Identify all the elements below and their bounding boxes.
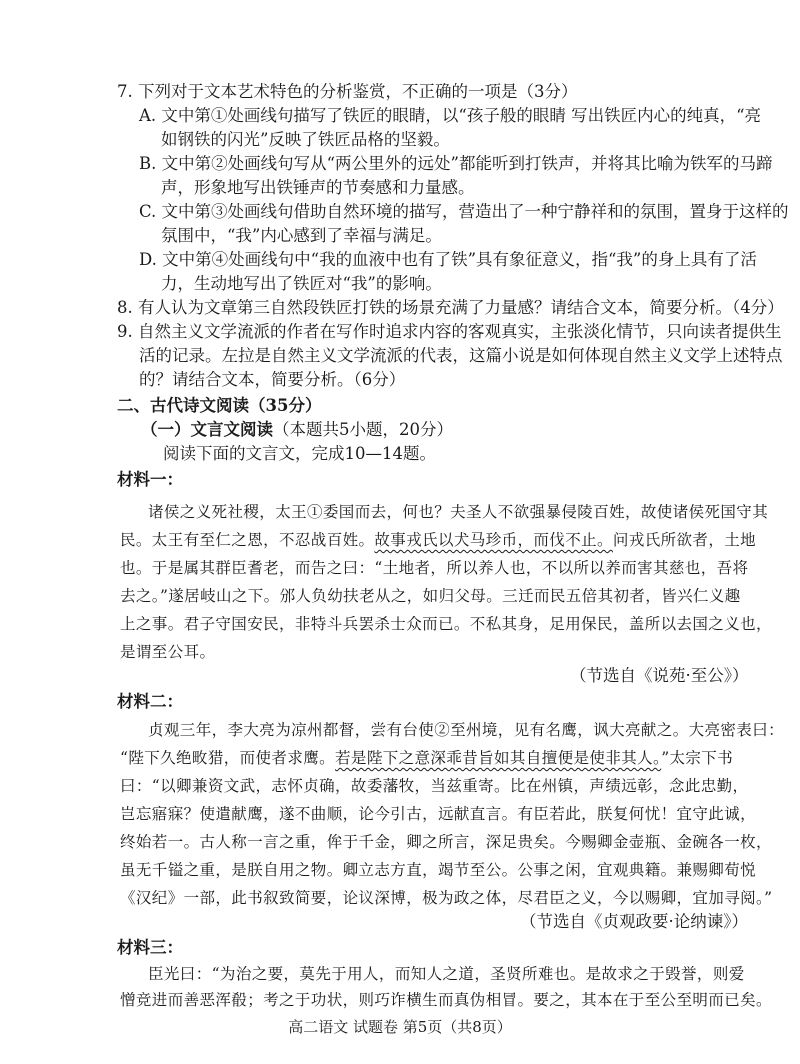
material-1-line: 上之事。君子守国安民，非特斗兵罢杀士众而已。不私其身，足用保民，盖所以去国之义也， [120, 615, 772, 633]
reading-instruction: 阅读下面的文言文，完成10—14题。 [163, 444, 436, 463]
material-3-line: 憎竞进而善恶浑殽；考之于功状，则巧诈横生而真伪相冒。要之，其本在于至公至明而已矣。 [120, 991, 772, 1009]
material-3-label: 材料三： [117, 938, 183, 957]
material-2-label: 材料二： [117, 692, 183, 711]
material-1-line: 诸侯之义死社稷，太王①委国而去，何也？夫圣人不欲强暴侵陵百姓，故使诸侯死国守其 [148, 503, 769, 521]
material-2-line: 《汉纪》一部，此书叙致简要，论议深博，极为政之体，尽君臣之义，今以赐卿，宜加寻阅。” [120, 889, 773, 907]
q7-stem: 7. 下列对于文本艺术特色的分析鉴赏，不正确的一项是（3分） [117, 82, 578, 101]
subsection-heading [141, 418, 453, 442]
question-9-cont-1: 活的记录。左拉是自然主义文学流派的代表，这篇小说是如何体现自然主义文学上述特点 [139, 346, 783, 365]
underlined-sentence: 故事戎氏以犬马珍币，而伐不止。 [374, 531, 613, 549]
material-2-line: 贞观三年，李大亮为凉州都督，尝有台使②至州境，见有名鹰，讽大亮献之。大亮密表曰： [148, 721, 785, 739]
q7-option-b: B. 文中第②处画线句写从“两公里外的远处”都能听到打铁声，并将其比喻为铁军的马蹄 [139, 154, 773, 173]
q7-option-b-cont: 声，形象地写出铁锤声的节奏感和力量感。 [161, 178, 475, 197]
material-2-line: “陛下久绝畋猎，而使者求鹰。若是陛下之意深乖昔旨如其自擅便是使非其人。”太宗下书 [120, 749, 734, 767]
material-1-label: 材料一： [117, 470, 183, 489]
subsection-note: （本题共5小题，20分） [273, 420, 453, 439]
underlined-sentence: 若是陛下之意深乖昔旨如其自擅便是使非其人。 [335, 749, 662, 767]
q7-option-c-cont: 氛围中，“我”内心感到了幸福与满足。 [161, 226, 442, 245]
material-1-line: 也。于是属其群臣耆老，而告之曰：“土地者，所以养人也，不以所以养而害其慈也，吾将 [120, 559, 749, 577]
page-footer: 高二语文 试题卷 第5页（共8页） [288, 1018, 512, 1036]
material-1-line: 是谓至公耳。 [120, 643, 216, 661]
q7-option-a-cont: 如钢铁的闪光”反映了铁匠品格的坚毅。 [161, 130, 450, 149]
material-2-line: 终始若一。古人称一言之重，侔于千金，卿之所言，深足贵矣。今赐卿金壶瓶、金碗各一枚， [120, 833, 772, 851]
question-9-cont-2: 的？请结合文本，简要分析。（6分） [139, 370, 406, 389]
q7-option-a: A. 文中第①处画线句描写了铁匠的眼睛，以“孩子般的眼睛 写出铁匠内心的纯真，“亮 [139, 106, 762, 125]
q7-option-c: C. 文中第③处画线句借助自然环境的描写，营造出了一种宁静祥和的氛围，置身于这样的 [139, 202, 789, 221]
material-2-line: 岂忘寤寐？使遣献鹰，遂不曲顺，论今引古，远献直言。有臣若此，朕复何忧！宜守此诚， [120, 805, 757, 823]
material-1-line: 民。太王有至仁之恩，不忍战百姓。故事戎氏以犬马珍币，而伐不止。问戎氏所欲者，土地 [120, 531, 757, 549]
material-1-line: 去之。”遂居岐山之下。邠人负幼扶老从之，如归父母。三迁而民五倍其初者，皆兴仁义趣 [120, 587, 741, 605]
material-2-source: （节选自《贞观政要·论纳谏》） [520, 912, 748, 931]
material-2-line: 曰：“以卿兼资文武，志怀贞确，故委藩牧，当兹重寄。比在州镇，声绩远彰，念此忠勤， [120, 777, 749, 795]
material-3-line: 臣光曰：“为治之要，莫先于用人，而知人之道，圣贤所难也。是故求之于毁誉，则爱 [148, 965, 745, 983]
material-2-line: 虽无千镒之重，是朕自用之物。卿立志方直，竭节至公。公事之闲，宜观典籍。兼赐卿荀悦 [120, 861, 757, 879]
q7-option-d-cont: 力，生动地写出了铁匠对“我”的影响。 [161, 274, 442, 293]
q7-option-d: D. 文中第④处画线句中“我的血液中也有了铁”具有象征意义，指“我”的身上具有了活 [139, 250, 757, 269]
question-9: 9. 自然主义文学流派的作者在写作时追求内容的客观真实，主张淡化情节，只向读者提供生 [117, 322, 782, 341]
subsection-title: （一）文言文阅读 [141, 420, 273, 439]
material-1-source: （节选自《说苑·至公》） [570, 666, 749, 685]
section-heading: 二、古代诗文阅读（35分） [117, 396, 322, 415]
question-8: 8. 有人认为文章第三自然段铁匠打铁的场景充满了力量感？请结合文本，简要分析。（4分） [117, 298, 784, 317]
